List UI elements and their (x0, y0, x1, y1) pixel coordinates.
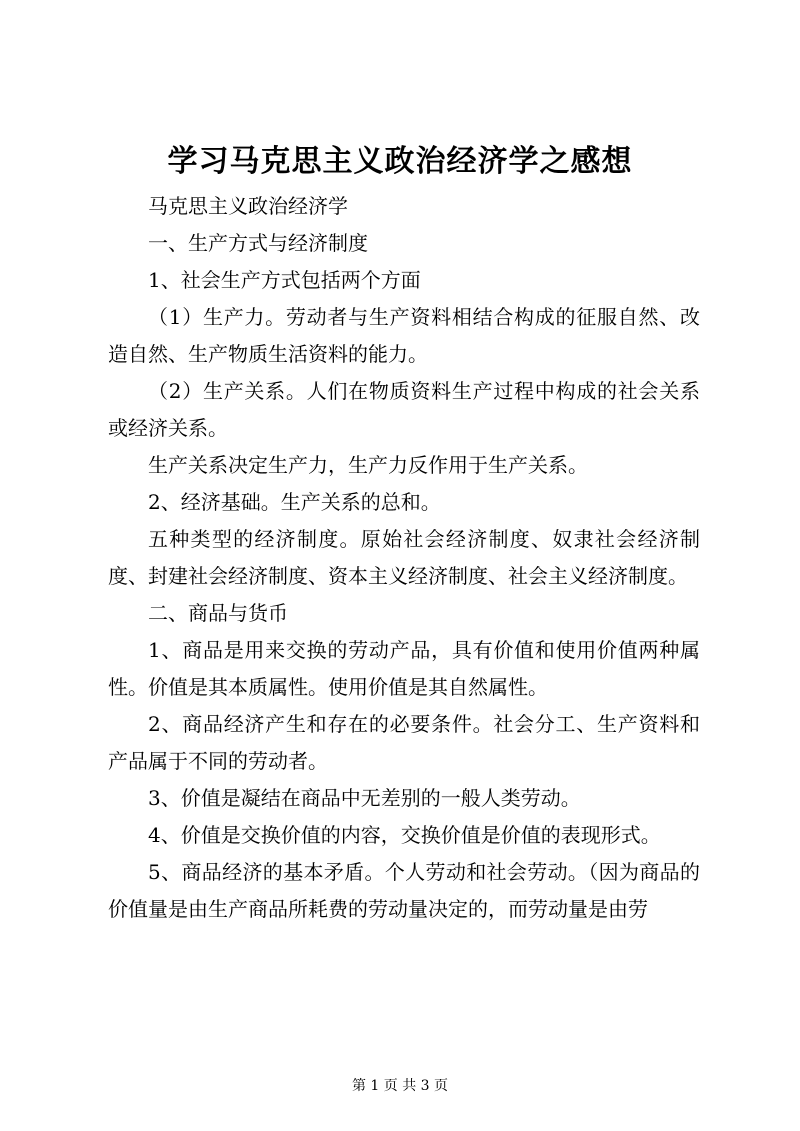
paragraph: 五种类型的经济制度。原始社会经济制度、奴隶社会经济制度、封建社会经济制度、资本主义经济制度、社会主义经济制度。 (108, 527, 700, 588)
section-heading: 一、生产方式与经济制度 (148, 231, 368, 255)
paragraph: 3、价值是凝结在商品中无差别的一般人类劳动。 (148, 786, 581, 810)
section-heading: 二、商品与货币 (148, 601, 288, 625)
paragraph: 马克思主义政治经济学 (148, 194, 348, 218)
paragraph: 2、经济基础。生产关系的总和。 (148, 490, 441, 514)
paragraph: （1）生产力。劳动者与生产资料相结合构成的征服自然、改造自然、生产物质生活资料的能力。 (108, 305, 700, 366)
paragraph: 1、社会生产方式包括两个方面 (148, 268, 421, 292)
paragraph: （2）生产关系。人们在物质资料生产过程中构成的社会关系或经济关系。 (108, 379, 700, 440)
document-body (108, 188, 700, 928)
paragraph: 生产关系决定生产力，生产力反作用于生产关系。 (148, 453, 588, 477)
paragraph: 2、商品经济产生和存在的必要条件。社会分工、生产资料和产品属于不同的劳动者。 (108, 712, 700, 773)
page-number-footer: 第 1 页 共 3 页 (351, 1078, 449, 1094)
document-title: 学习马克思主义政治经济学之感想 (167, 144, 633, 179)
paragraph: 5、商品经济的基本矛盾。个人劳动和社会劳动。（因为商品的价值量是由生产商品所耗费的劳动量决定的，而劳动量是由劳 (108, 860, 700, 921)
paragraph: 4、价值是交换价值的内容，交换价值是价值的表现形式。 (148, 823, 661, 847)
paragraph: 1、商品是用来交换的劳动产品，具有价值和使用价值两种属性。价值是其本质属性。使用价值是其自然属性。 (108, 638, 700, 699)
